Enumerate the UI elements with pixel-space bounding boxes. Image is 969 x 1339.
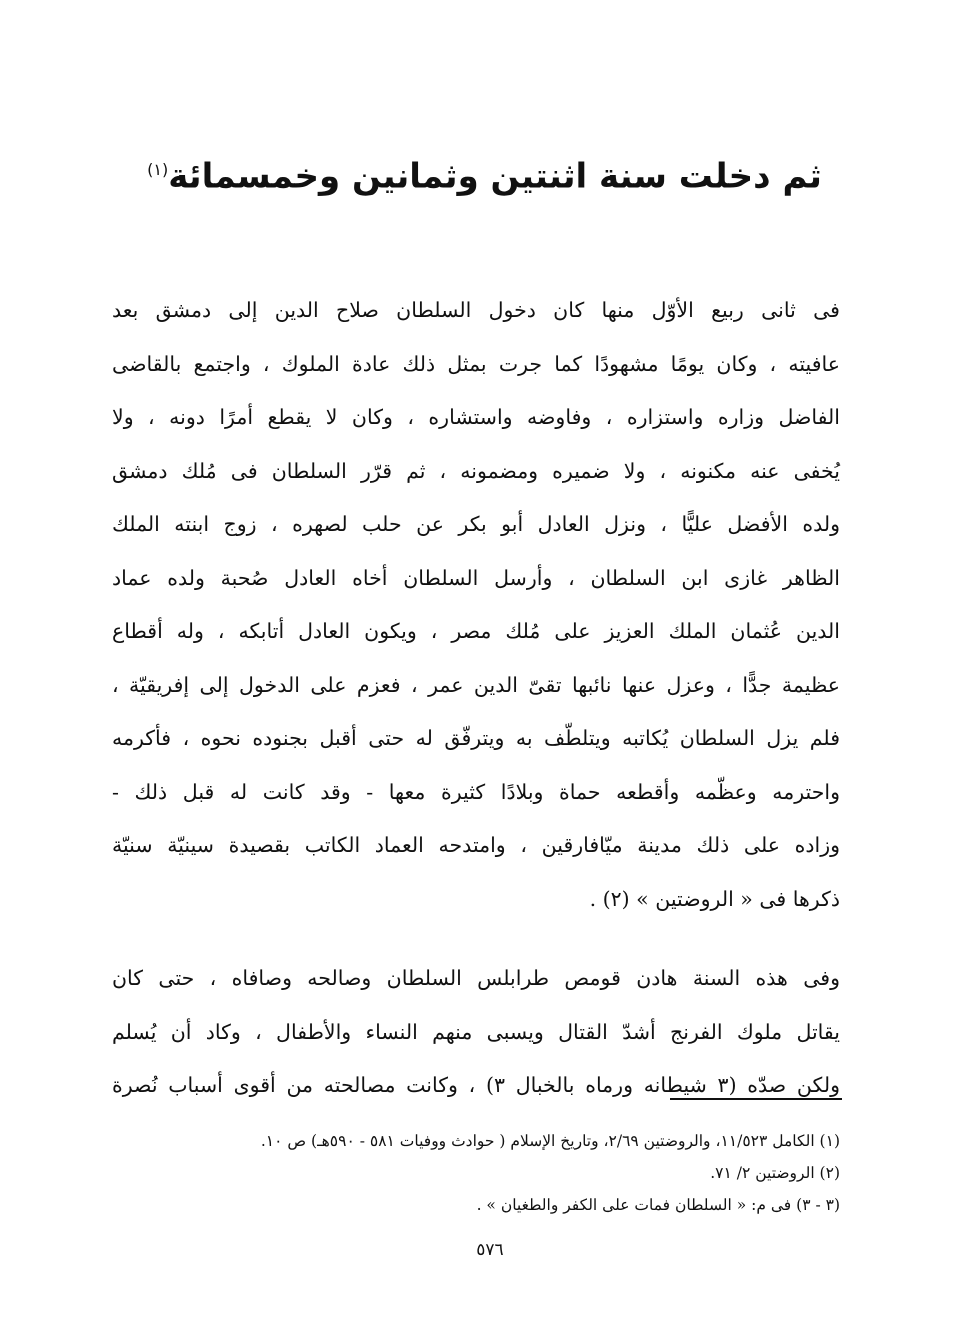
footnotes [112, 1125, 840, 1221]
heading-note-ref: (١) [147, 160, 169, 179]
text-line: ولده الأفضل عليًّا ، ونزل العادل أبو بكر عن حلب لصهره ، زوج ابنته الملك [112, 512, 840, 536]
paragraph-gap [112, 926, 840, 952]
text-line: فى ثانى ربيع الأوّل منها كان دخول السلطان صلاح الدين إلى دمشق بعد [112, 298, 840, 322]
chapter-title: ثم دخلت سنة اثنتين وثمانين وخمسمائة [168, 156, 822, 197]
text-line: يقاتل ملوك الفرنج أشدّ القتال ويسبى منهم النساء والأطفال ، وكاد أن يُسلم [112, 1019, 840, 1044]
text-line: الدين عُثمان الملك العزيز على مُلك مصر ، ويكون العادل أتابكه ، وله أقطاع [112, 619, 840, 643]
text-line: ذكرها فى « الروضتين » (٢) . [589, 886, 840, 911]
text-line: واحترمه وعظّمه وأقطعه حماة وبلادًا كثيرة معها - وقد كانت له قبل ذلك - [112, 779, 840, 804]
text-line: وفى هذه السنة هادن قومص طرابلس السلطان وصالحه وصافاه ، حتى كان [112, 966, 840, 990]
page-number: ٥٧٦ [476, 1240, 504, 1260]
paragraph-1 [112, 284, 840, 926]
chapter-heading [100, 140, 869, 206]
text-line: عظيمة جدًّا ، وعزل عنها نائبها تقىّ الدين عمر ، فعزم على الدخول إلى إفريقيّة ، [112, 672, 840, 697]
text-line: الفاضل وزاره واستزاره ، وفاوضه واستشاره ، وكان لا يقطع أمرًا دونه ، ولا [112, 405, 840, 429]
text-line: ولكن صدّه (٣ شيطانه ورماه بالخبال ٣) ، وكانت مصالحته من أقوى أسباب نُصرة [112, 1073, 840, 1097]
text-line: فلم يزل السلطان يُكاتبه ويتلطّف به ويترفّق له حتى أقبل بجنوده نحوه ، فأكرمه [112, 726, 840, 750]
text-line: يُخفى عنه مكنونه ، ولا ضميره ومضمونه ، ثم قرّر السلطان فى مُلك دمشق [112, 458, 840, 483]
text-line: عافيته ، وكان يومًا مشهودًا كما جرت بمثل ذلك عادة الملوك ، واجتمع بالقاضى [112, 351, 840, 376]
main-text [112, 284, 840, 1113]
text-line: وزاده على ذلك مدينة ميّافارقين ، وامتدحه العماد الكاتب بقصيدة سينيّة سنيّة [112, 833, 840, 857]
footnote: (٣ - ٣) فى م: « السلطان فمات على الكفر والطغيان » . [476, 1196, 840, 1214]
footnote: (١) الكامل ١١/٥٢٣، والروضتين ٢/٦٩، وتاريخ الإسلام ( حوادث ووفيات ٥٨١ - ٥٩٠هـ) ص ١٠. [260, 1132, 840, 1150]
paragraph-2 [112, 952, 840, 1113]
footnote: (٢) الروضتين ٢/ ٧١. [710, 1164, 840, 1182]
footnote-separator [670, 1098, 842, 1100]
text-line: الظاهر غازى ابن السلطان ، وأرسل السلطان أخاه العادل صُحبة ولده عماد [112, 565, 840, 590]
